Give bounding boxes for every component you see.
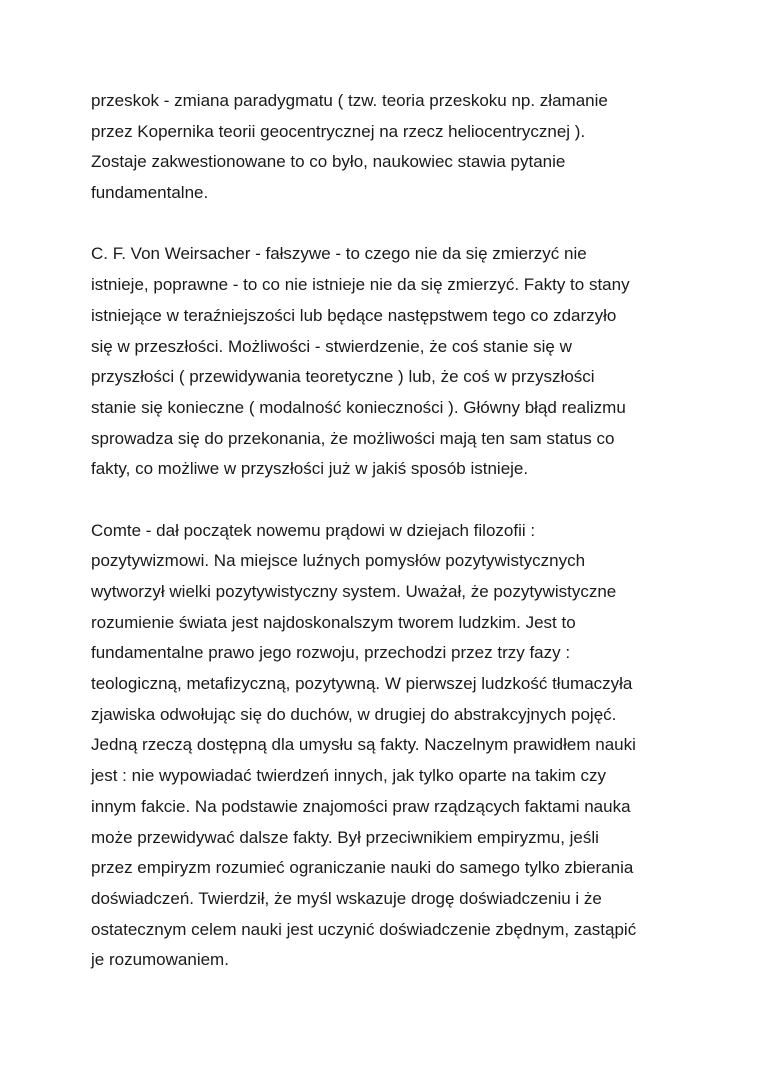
text-line: może przewidywać dalsze fakty. Był przeciwnikiem empiryzmu, jeśli bbox=[91, 827, 599, 847]
document-body bbox=[91, 86, 691, 976]
text-line: innym fakcie. Na podstawie znajomości praw rządzących faktami nauka bbox=[91, 796, 631, 816]
text-line: teologiczną, metafizyczną, pozytywną. W pierwszej ludzkość tłumaczyła bbox=[91, 674, 633, 694]
paragraph-spacer bbox=[91, 209, 691, 240]
text-line: fakty, co możliwe w przyszłości już w jakiś sposób istnieje. bbox=[91, 459, 529, 479]
text-line: zjawiska odwołując się do duchów, w drugiej do abstrakcyjnych pojęć. bbox=[91, 704, 617, 724]
text-line: C. F. Von Weirsacher - fałszywe - to czego nie da się zmierzyć nie bbox=[91, 244, 587, 264]
text-line: Jedną rzeczą dostępną dla umysłu są fakty. Naczelnym prawidłem nauki bbox=[91, 735, 636, 755]
text-line: przyszłości ( przewidywania teoretyczne ) lub, że coś w przyszłości bbox=[91, 367, 595, 387]
text-line: wytworzył wielki pozytywistyczny system. Uważał, że pozytywistyczne bbox=[91, 582, 617, 601]
text-line: istnieje, poprawne - to co nie istnieje nie da się zmierzyć. Fakty to stany bbox=[91, 275, 630, 295]
text-line: sprowadza się do przekonania, że możliwości mają ten sam status co bbox=[91, 428, 615, 448]
text-line: istniejące w teraźniejszości lub będące następstwem tego co zdarzyło bbox=[91, 305, 617, 325]
text-line: Comte - dał początek nowemu prądowi w dziejach filozofii : bbox=[91, 520, 536, 540]
text-line: fundamentalne. bbox=[91, 183, 209, 203]
paragraph-comte bbox=[91, 516, 691, 976]
text-line: przez empiryzm rozumieć ograniczanie nauki do samego tylko zbierania bbox=[91, 858, 634, 878]
text-line: przeskok - zmiana paradygmatu ( tzw. teoria przeskoku np. złamanie bbox=[91, 91, 608, 110]
text-line: stanie się konieczne ( modalność konieczności ). Główny błąd realizmu bbox=[91, 397, 626, 417]
paragraph-paradigm-shift bbox=[91, 86, 691, 209]
text-line: pozytywizmowi. Na miejsce luźnych pomysłów pozytywistycznych bbox=[91, 551, 586, 571]
text-line: się w przeszłości. Możliwości - stwierdzenie, że coś stanie się w bbox=[91, 336, 572, 356]
paragraph-spacer bbox=[91, 485, 691, 516]
text-line: przez Kopernika teorii geocentrycznej na rzecz heliocentrycznej ). bbox=[91, 121, 586, 141]
paragraph-weirsacher bbox=[91, 239, 691, 485]
text-line: ostatecznym celem nauki jest uczynić doświadczenie zbędnym, zastąpić bbox=[91, 919, 637, 939]
text-line: rozumienie świata jest najdoskonalszym tworem ludzkim. Jest to bbox=[91, 612, 576, 632]
text-line: je rozumowaniem. bbox=[91, 950, 229, 970]
text-line: Zostaje zakwestionowane to co było, naukowiec stawia pytanie bbox=[91, 152, 566, 172]
text-line: jest : nie wypowiadać twierdzeń innych, jak tylko oparte na takim czy bbox=[91, 766, 606, 786]
text-line: doświadczeń. Twierdził, że myśl wskazuje drogę doświadczeniu i że bbox=[91, 888, 602, 908]
text-line: fundamentalne prawo jego rozwoju, przechodzi przez trzy fazy : bbox=[91, 643, 571, 663]
